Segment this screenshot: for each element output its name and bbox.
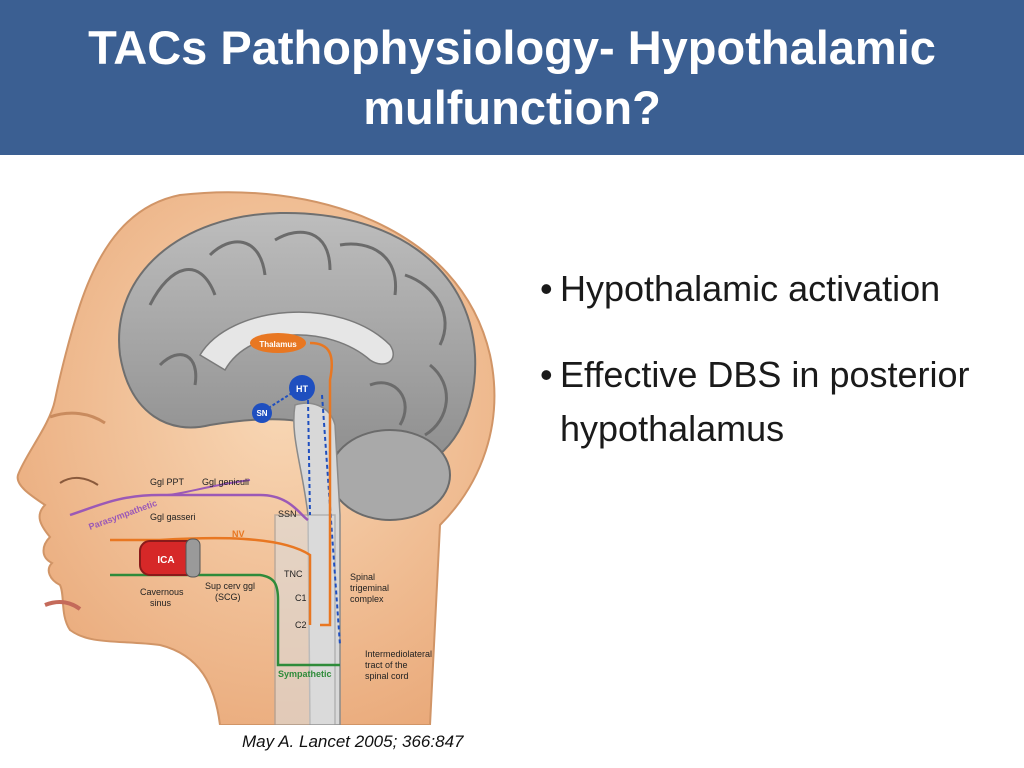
cavernous-label: Cavernous: [140, 587, 184, 597]
tract-of-the-label: tract of the: [365, 660, 408, 670]
title-band: [0, 0, 1024, 155]
bullet-dot: •: [540, 268, 553, 309]
intermediolateral-label: Intermediolateral: [365, 649, 433, 659]
bullet-item: [540, 262, 1020, 316]
c2-label: C2: [295, 620, 307, 630]
spinal-label: Spinal: [350, 572, 376, 582]
ssn-label: SSN: [278, 509, 297, 519]
bullet-text: Effective DBS in posterior hypothalamus: [560, 354, 970, 449]
sup-cerv-ggl-label: Sup cerv ggl: [205, 581, 256, 591]
bullet-item: [540, 348, 1020, 456]
ht-label: HT: [296, 384, 308, 394]
scg-label: (SCG): [215, 592, 241, 602]
parasympathetic-label: Parasympathetic: [87, 497, 159, 532]
ica-label: ICA: [157, 555, 175, 566]
sinus-label: sinus: [150, 598, 172, 608]
ggl-ppt-label: Ggl PPT: [150, 477, 185, 487]
ggl-gasseri-label: Ggl gasseri: [150, 512, 196, 522]
c1-label: C1: [295, 593, 307, 603]
cerebellum: [330, 430, 450, 520]
bullet-text: Hypothalamic activation: [560, 268, 941, 309]
sn-label: SN: [256, 409, 268, 418]
ggl-geniculi-label: Ggl geniculi: [202, 477, 250, 487]
trigeminal-label: trigeminal: [350, 583, 390, 593]
citation: May A. Lancet 2005; 366:847: [242, 732, 464, 751]
bullet-dot: •: [540, 354, 553, 395]
anatomy-figure: [10, 185, 510, 725]
tnc-label: TNC: [284, 569, 303, 579]
nv-label: NV: [232, 529, 245, 539]
head-brain-diagram: [10, 185, 510, 725]
spinal-cord-label: spinal cord: [365, 671, 409, 681]
slide-title: TACs Pathophysiology- Hypothalamic mulfunction?: [88, 20, 936, 134]
sympathetic-label: Sympathetic: [278, 669, 332, 679]
thalamus-label: Thalamus: [259, 340, 297, 349]
complex-label: complex: [350, 594, 384, 604]
bullet-list: [540, 262, 1020, 488]
ica-ring: [186, 539, 200, 577]
